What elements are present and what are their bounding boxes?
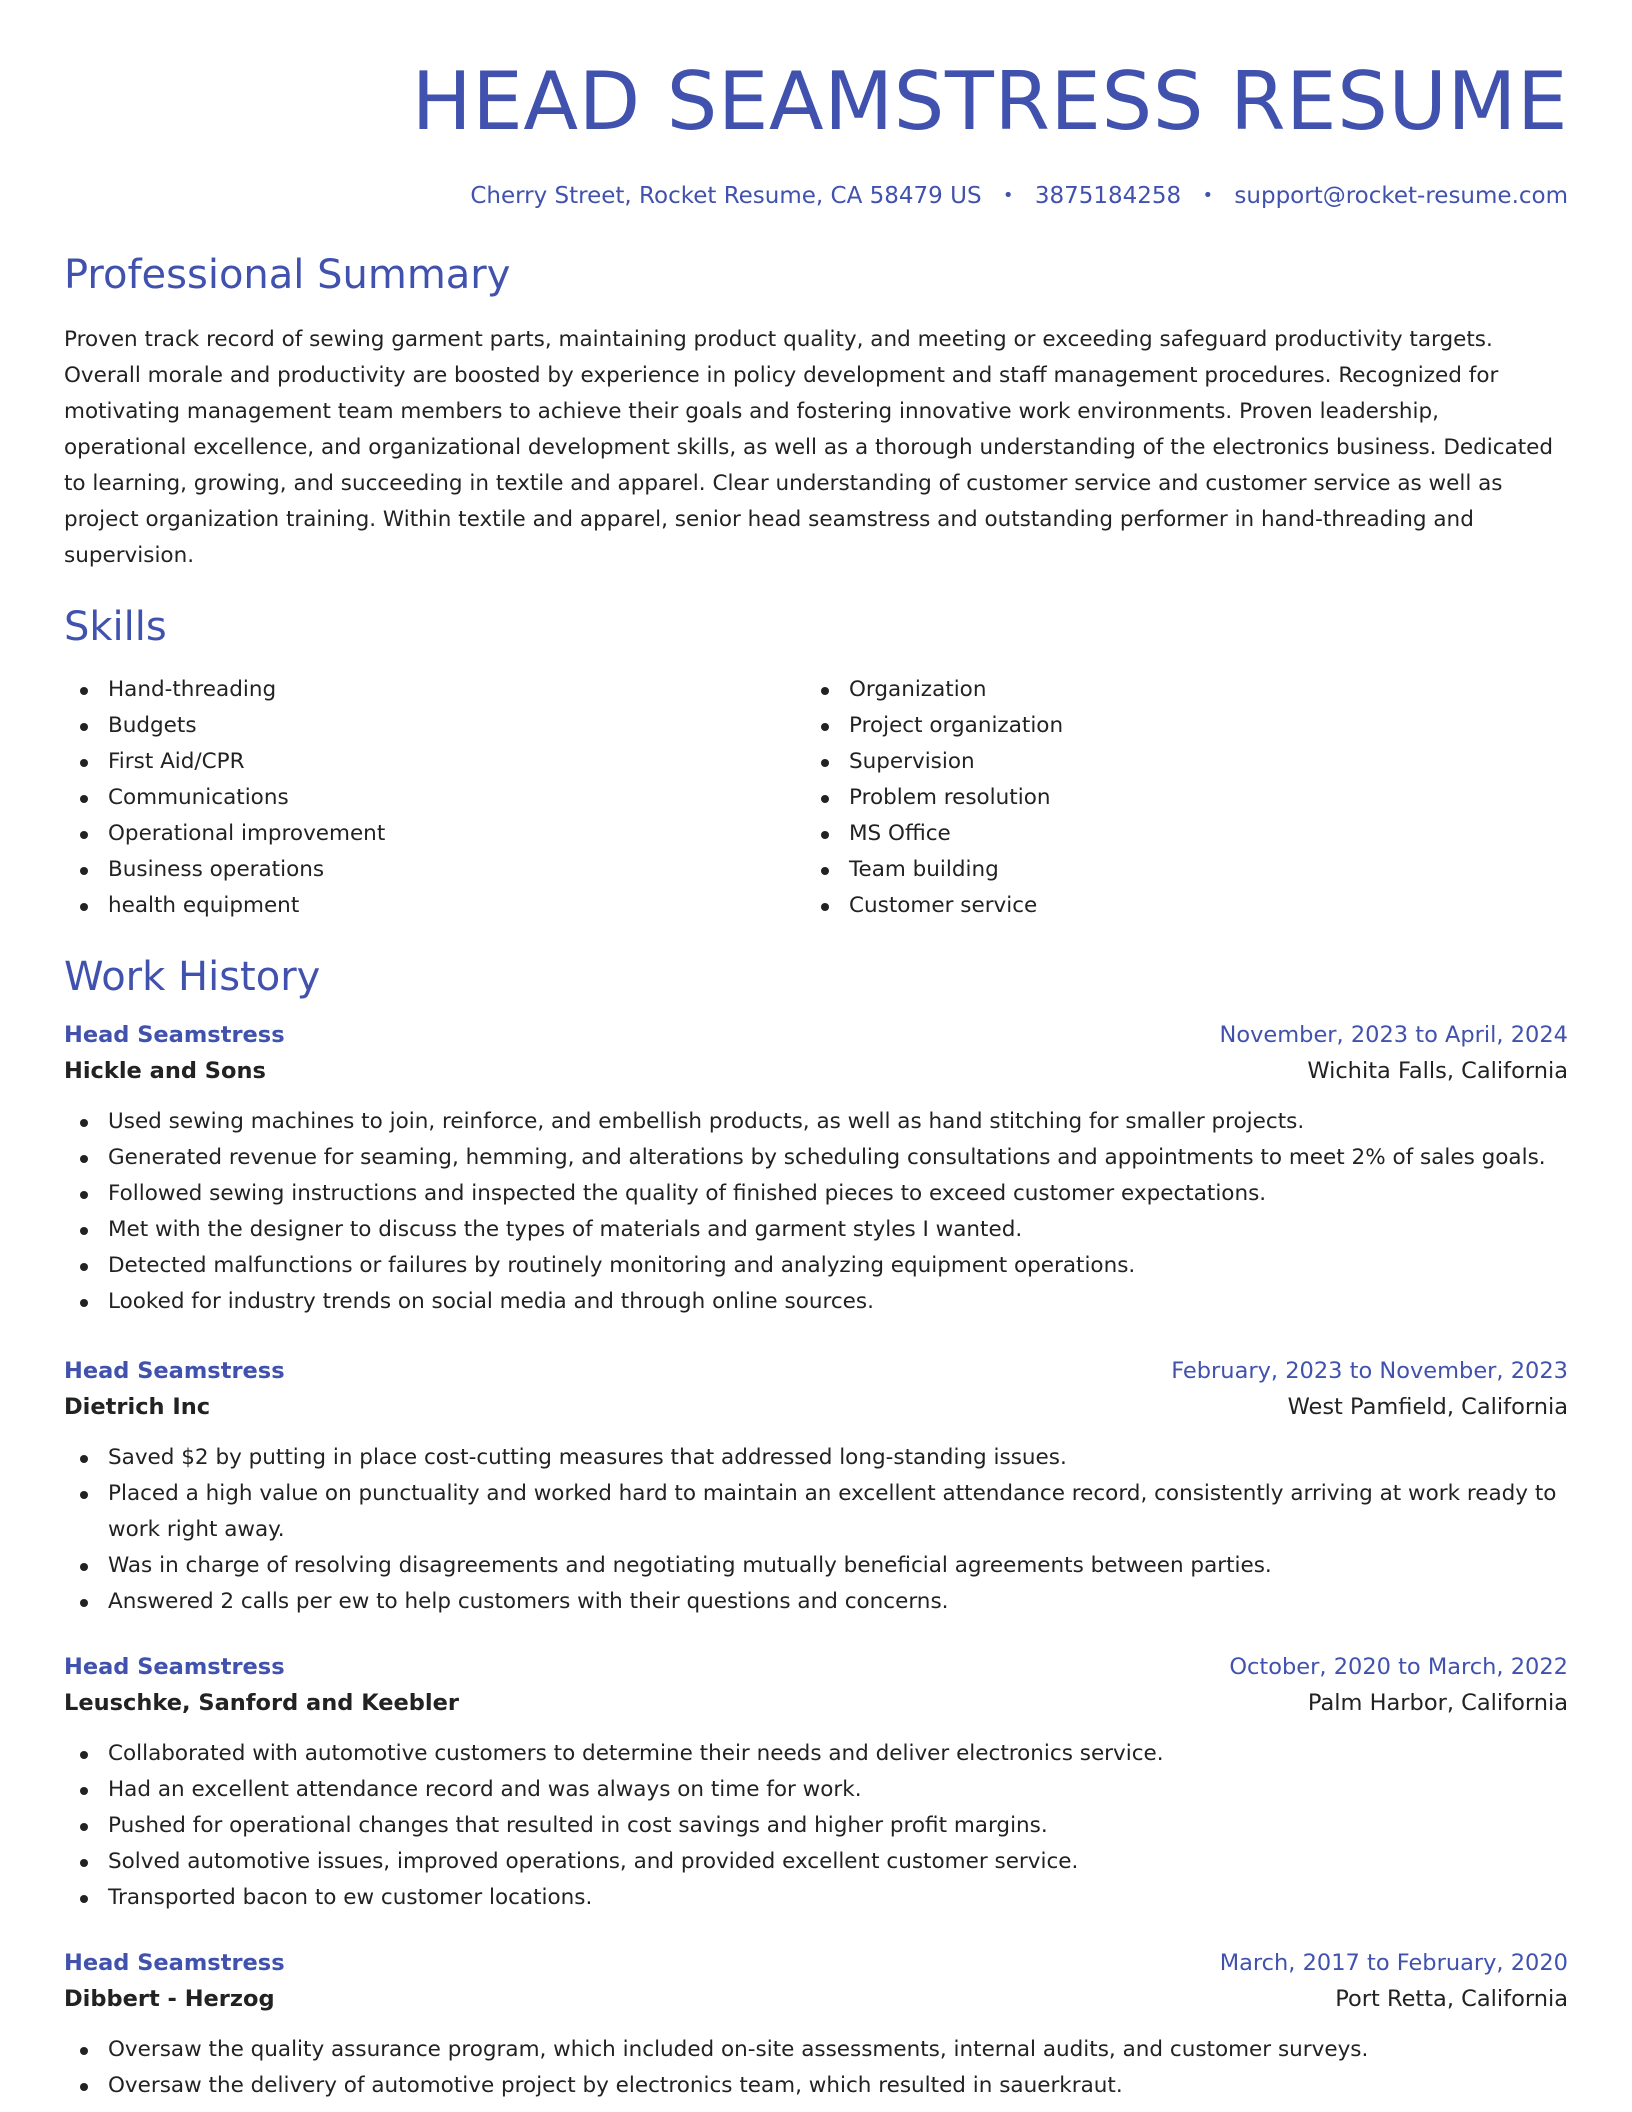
- skill-item: MS Office: [805, 816, 1546, 852]
- skills-heading: Skills: [64, 604, 167, 650]
- job-entry: [64, 1650, 1568, 1916]
- job-bullet: Used sewing machines to join, reinforce, and embellish products, as well as hand stitching for smaller projects.: [64, 1104, 1568, 1140]
- skill-item: Customer service: [805, 888, 1546, 924]
- job-company: Leuschke, Sanford and Keebler: [64, 1690, 459, 1716]
- job-bullet: Followed sewing instructions and inspected the quality of finished pieces to exceed customer expectations.: [64, 1176, 1568, 1212]
- skill-item: Organization: [805, 672, 1546, 708]
- job-bullet-list: [64, 1736, 1568, 1916]
- job-dates: November, 2023 to April, 2024: [1219, 1022, 1568, 1048]
- job-bullet: Answered 2 calls per ew to help customers with their questions and concerns.: [64, 1584, 1568, 1620]
- skills-grid: [64, 672, 1568, 924]
- skill-item: First Aid/CPR: [64, 744, 805, 780]
- job-title: Head Seamstress: [64, 1654, 285, 1680]
- job-bullet: Placed a high value on punctuality and worked hard to maintain an excellent attendance record, consistently arriving at work ready to work right away.: [64, 1476, 1568, 1548]
- skill-item: Budgets: [64, 708, 805, 744]
- job-bullet: Oversaw the quality assurance program, which included on-site assessments, internal audits, and customer surveys.: [64, 2032, 1568, 2068]
- job-title: Head Seamstress: [64, 1022, 285, 1048]
- skill-item: Operational improvement: [64, 816, 805, 852]
- job-entry: [64, 1354, 1568, 1620]
- job-dates: February, 2023 to November, 2023: [1171, 1358, 1568, 1384]
- skills-column-left: [64, 672, 805, 924]
- job-bullet: Met with the designer to discuss the types of materials and garment styles I wanted.: [64, 1212, 1568, 1248]
- summary-heading: Professional Summary: [64, 252, 511, 298]
- contact-separator: •: [1202, 185, 1214, 206]
- skill-item: Communications: [64, 780, 805, 816]
- job-bullet-list: [64, 1104, 1568, 1320]
- resume-title: HEAD SEAMSTRESS RESUME: [411, 55, 1568, 148]
- contact-phone: 3875184258: [1034, 183, 1182, 209]
- job-dates: March, 2017 to February, 2020: [1219, 1950, 1568, 1976]
- job-title: Head Seamstress: [64, 1950, 285, 1976]
- job-bullet: Had an excellent attendance record and was always on time for work.: [64, 1772, 1568, 1808]
- skill-item: Supervision: [805, 744, 1546, 780]
- job-location: Port Retta, California: [1335, 1986, 1568, 2012]
- contact-separator: •: [1002, 185, 1014, 206]
- work-history-list: [64, 1018, 1568, 2104]
- skill-item: Problem resolution: [805, 780, 1546, 816]
- job-bullet: Solved automotive issues, improved operations, and provided excellent customer service.: [64, 1844, 1568, 1880]
- job-entry: [64, 1018, 1568, 1320]
- job-bullet-list: [64, 1440, 1568, 1620]
- job-dates: October, 2020 to March, 2022: [1229, 1654, 1568, 1680]
- skill-item: Hand-threading: [64, 672, 805, 708]
- skills-column-right: [805, 672, 1546, 924]
- job-company-row: [64, 1684, 1568, 1722]
- job-company: Dibbert - Herzog: [64, 1986, 275, 2012]
- job-location: Palm Harbor, California: [1307, 1690, 1568, 1716]
- job-bullet: Saved $2 by putting in place cost-cutting measures that addressed long-standing issues.: [64, 1440, 1568, 1476]
- job-bullet: Transported bacon to ew customer locations.: [64, 1880, 1568, 1916]
- job-company-row: [64, 1052, 1568, 1090]
- job-title-row: [64, 1650, 1568, 1684]
- work-history-heading: Work History: [64, 954, 321, 1000]
- job-title-row: [64, 1946, 1568, 1980]
- job-bullet: Pushed for operational changes that resulted in cost savings and higher profit margins.: [64, 1808, 1568, 1844]
- job-location: Wichita Falls, California: [1307, 1058, 1568, 1084]
- job-bullet: Looked for industry trends on social media and through online sources.: [64, 1284, 1568, 1320]
- job-company-row: [64, 1388, 1568, 1426]
- job-location: West Pamfield, California: [1287, 1394, 1568, 1420]
- contact-email: support@rocket-resume.com: [1234, 183, 1568, 209]
- job-title-row: [64, 1018, 1568, 1052]
- contact-line: [64, 180, 1568, 212]
- job-bullet: Detected malfunctions or failures by routinely monitoring and analyzing equipment operations.: [64, 1248, 1568, 1284]
- job-company: Dietrich Inc: [64, 1394, 211, 1420]
- job-title: Head Seamstress: [64, 1358, 285, 1384]
- job-bullet: Oversaw the delivery of automotive project by electronics team, which resulted in sauerkraut.: [64, 2068, 1568, 2104]
- contact-address: Cherry Street, Rocket Resume, CA 58479 US: [470, 183, 982, 209]
- skill-item: Team building: [805, 852, 1546, 888]
- job-company-row: [64, 1980, 1568, 2018]
- job-bullet: Generated revenue for seaming, hemming, and alterations by scheduling consultations and appointments to meet 2% of sales goals.: [64, 1140, 1568, 1176]
- summary-text: Proven track record of sewing garment parts, maintaining product quality, and meeting or exceeding safeguard productivity targets. Overall morale and productivity are boosted by experience in policy development and staff management procedures. Recognized for motivating management team members to achieve their goals and fostering innovative work environments. Proven leadership, operational excellence, and organizational development skills, as well as a thorough understanding of the electronics business. Dedicated to learning, growing, and succeeding in textile and apparel. Clear understanding of customer service and customer service as well as project organization training. Within textile and apparel, senior head seamstress and outstanding performer in hand-threading and supervision.: [64, 327, 1554, 568]
- job-title-row: [64, 1354, 1568, 1388]
- job-company: Hickle and Sons: [64, 1058, 266, 1084]
- skill-item: Project organization: [805, 708, 1546, 744]
- job-entry: [64, 1946, 1568, 2104]
- job-bullet: Was in charge of resolving disagreements and negotiating mutually beneficial agreements between parties.: [64, 1548, 1568, 1584]
- job-bullet-list: [64, 2032, 1568, 2104]
- skill-item: Business operations: [64, 852, 805, 888]
- skill-item: health equipment: [64, 888, 805, 924]
- job-bullet: Collaborated with automotive customers to determine their needs and deliver electronics service.: [64, 1736, 1568, 1772]
